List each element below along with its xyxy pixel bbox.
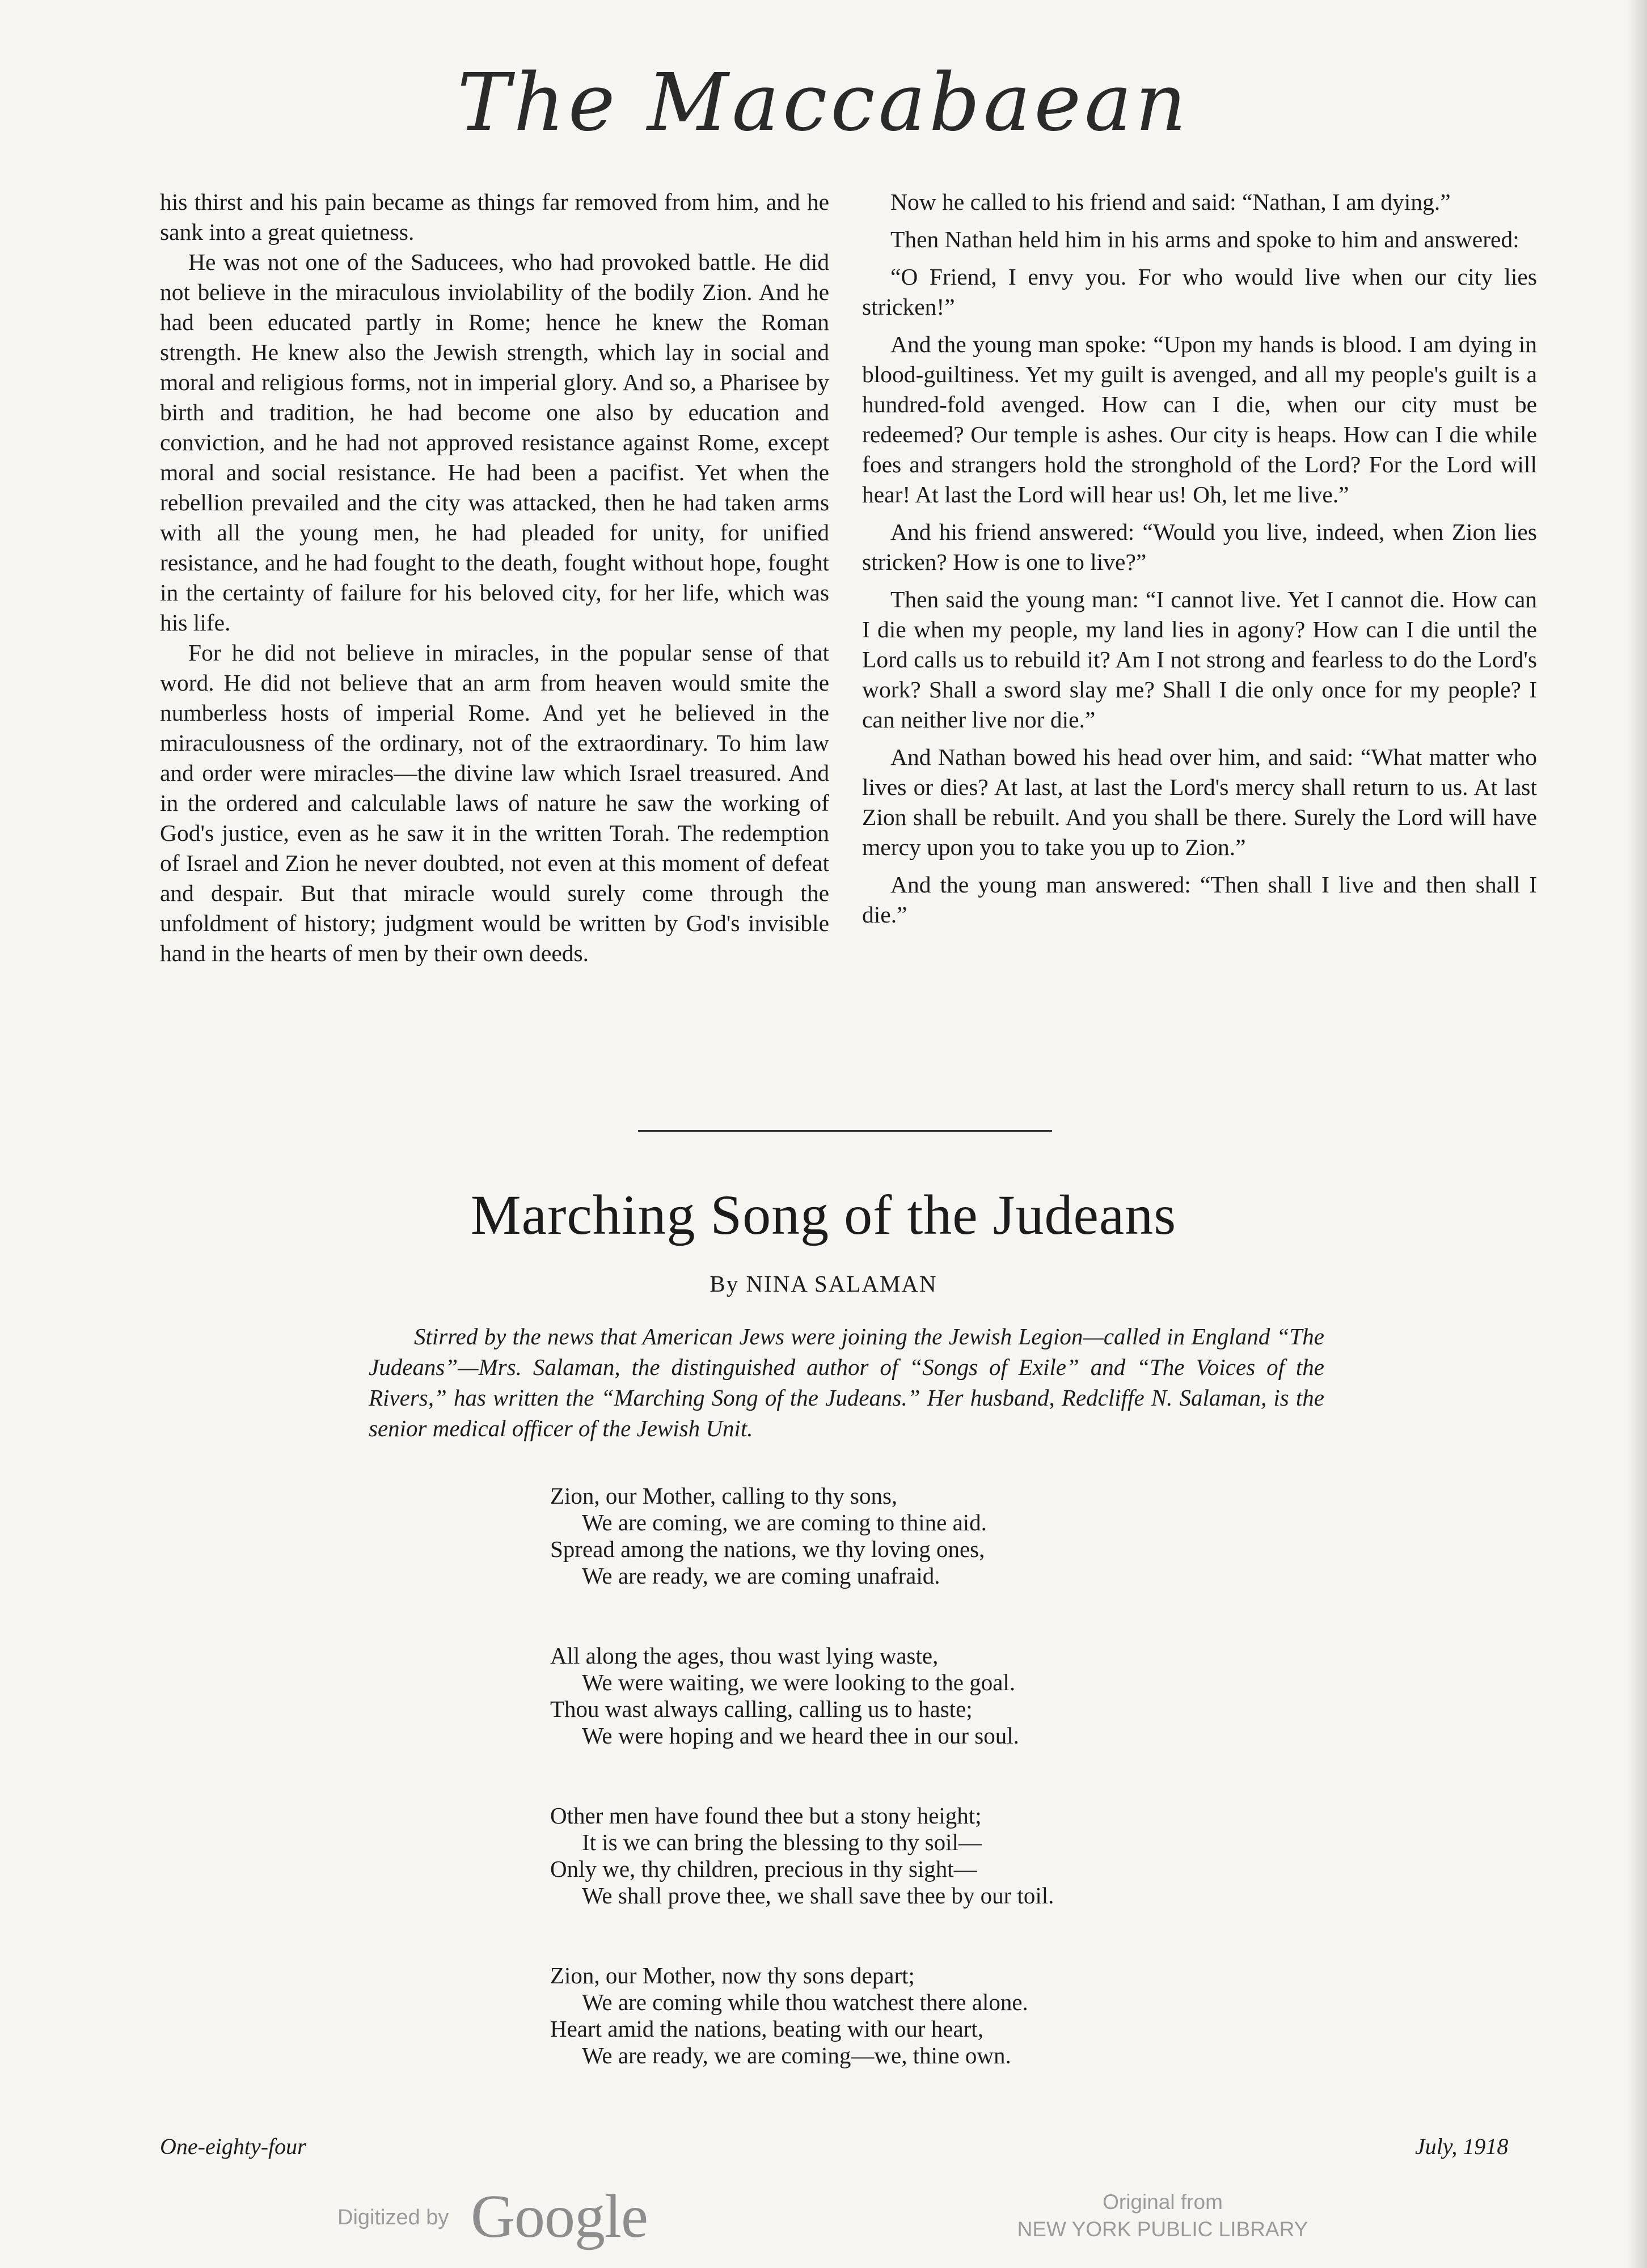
paragraph: his thirst and his pain became as things far removed from him, and he sank into a great quietness. bbox=[160, 189, 829, 245]
poem-stanza bbox=[550, 1802, 1344, 1909]
paragraph: Then said the young man: “I cannot live. Yet I cannot die. How can I die when my people, my land lies in agony? How can I die until the Lord calls us to rebuild it? Am I not strong and fearless to do the Lord's work? Shall a sword slay me? Shall I die only once for my people? I can neither live nor die.” bbox=[862, 586, 1537, 733]
poem-line: Zion, our Mother, calling to thy sons, bbox=[550, 1483, 898, 1509]
article-byline: By NINA SALAMAN bbox=[710, 1271, 937, 1297]
poem-line: It is we can bring the blessing to thy soil— bbox=[582, 1829, 982, 1855]
poem-line: We are ready, we are coming—we, thine own. bbox=[582, 2042, 1011, 2068]
poem-line: Zion, our Mother, now thy sons depart; bbox=[550, 1962, 915, 1988]
poem-line: Only we, thy children, precious in thy sight— bbox=[550, 1856, 977, 1882]
section-divider bbox=[638, 1130, 1052, 1132]
paragraph: For he did not believe in miracles, in the popular sense of that word. He did not believe that an arm from heaven would smite the numberless hosts of imperial Rome. And yet he believed in the miraculousness of the ordinary, not of the extraordinary. To him law and order were miracles—the divine law which Israel treasured. And in the ordered and calculable laws of nature he saw the working of God's justice, even as he saw it in the written Torah. The redemption of Israel and Zion he never doubted, not even at this moment of defeat and despair. But that miracle would surely come through the unfoldment of history; judgment would be written by God's invisible hand in the hearts of men by their own deeds. bbox=[160, 640, 829, 966]
paragraph: Now he called to his friend and said: “Nathan, I am dying.” bbox=[890, 189, 1451, 215]
issue-date: July, 1918 bbox=[1415, 2134, 1509, 2159]
poem-line: Other men have found thee but a stony height; bbox=[550, 1802, 982, 1829]
poem-line: We shall prove thee, we shall save thee by our toil. bbox=[582, 1882, 1054, 1909]
poem-stanza bbox=[550, 1483, 1344, 1589]
poem-stanza bbox=[550, 1643, 1344, 1749]
poem-line: We were hoping and we heard thee in our soul. bbox=[582, 1723, 1019, 1749]
paragraph: And his friend answered: “Would you live, indeed, when Zion lies stricken? How is one to live?” bbox=[862, 519, 1537, 575]
digitized-by-label: Digitized by bbox=[337, 2206, 449, 2229]
library-credit bbox=[993, 2189, 1333, 2243]
paragraph: Then Nathan held him in his arms and spoke to him and answered: bbox=[890, 226, 1519, 252]
paragraph: “O Friend, I envy you. For who would live when our city lies stricken!” bbox=[862, 264, 1537, 320]
poem-line: Heart amid the nations, beating with our heart, bbox=[550, 2016, 983, 2042]
library-name: NEW YORK PUBLIC LIBRARY bbox=[1017, 2218, 1308, 2241]
left-column bbox=[160, 187, 829, 968]
article-title: Marching Song of the Judeans bbox=[470, 1183, 1177, 1246]
intro-text: Stirred by the news that American Jews were joining the Jewish Legion—called in England “The Judeans”—Mrs. Salaman, the distinguished author of “Songs of Exile” and “The Voices of the Rivers,” has written the “Marching Song of the Judeans.” Her husband, Redcliffe N. Salaman, is the senior medical officer of the Jewish Unit. bbox=[369, 1323, 1324, 1441]
poem-line: We were waiting, we were looking to the goal. bbox=[582, 1669, 1016, 1695]
original-from-label: Original from bbox=[1103, 2190, 1223, 2214]
poem-line: All along the ages, thou wast lying waste, bbox=[550, 1643, 939, 1669]
masthead: The Maccabaean bbox=[457, 57, 1190, 149]
paragraph: And the young man spoke: “Upon my hands is blood. I am dying in blood-guiltiness. Yet my guilt is avenged, and all my people's guilt is a hundred-fold avenged. How can I die, when our city must be redeemed? Our temple is ashes. Our city is heaps. How can I die while foes and strangers hold the stronghold of the Lord? For the Lord will hear! At last the Lord will hear us! Oh, let me live.” bbox=[862, 331, 1537, 507]
google-logo: Google bbox=[471, 2183, 648, 2250]
page-number: One-eighty-four bbox=[160, 2134, 306, 2159]
right-column bbox=[862, 187, 1537, 937]
poem-line: Thou wast always calling, calling us to haste; bbox=[550, 1696, 973, 1722]
poem-line: We are coming while thou watchest there alone. bbox=[582, 1989, 1028, 2015]
article-intro bbox=[369, 1321, 1324, 1444]
paragraph: And Nathan bowed his head over him, and said: “What matter who lives or dies? At last, at last the Lord's mercy shall return to us. At last Zion shall be rebuilt. And you shall be there. Surely the Lord will have mercy upon you to take you up to Zion.” bbox=[862, 744, 1537, 860]
poem-stanza bbox=[550, 1962, 1344, 2069]
poem-line: We are ready, we are coming unafraid. bbox=[582, 1563, 940, 1589]
poem bbox=[550, 1483, 1344, 2122]
paragraph: He was not one of the Saducees, who had provoked battle. He did not believe in the miraculous inviolability of the bodily Zion. And he had been educated partly in Rome; hence he knew the Roman strength. He knew also the Jewish strength, which lay in social and moral and religious forms, not in imperial glory. And so, a Pharisee by birth and tradition, he had become one also by education and conviction, and he had not approved resistance against Rome, except moral and social resistance. He had been a pacifist. Yet when the rebellion prevailed and the city was attacked, then he had taken arms with all the young men, he had pleaded for unity, for unified resistance, and he had fought to the death, fought without hope, fought in the certainty of failure for his beloved city, for her life, which was his life. bbox=[160, 249, 829, 636]
poem-line: We are coming, we are coming to thine aid. bbox=[582, 1509, 987, 1535]
page-edge-shadow bbox=[1627, 0, 1647, 2268]
paragraph: And the young man answered: “Then shall I live and then shall I die.” bbox=[862, 871, 1537, 928]
poem-line: Spread among the nations, we thy loving ones, bbox=[550, 1536, 985, 1562]
